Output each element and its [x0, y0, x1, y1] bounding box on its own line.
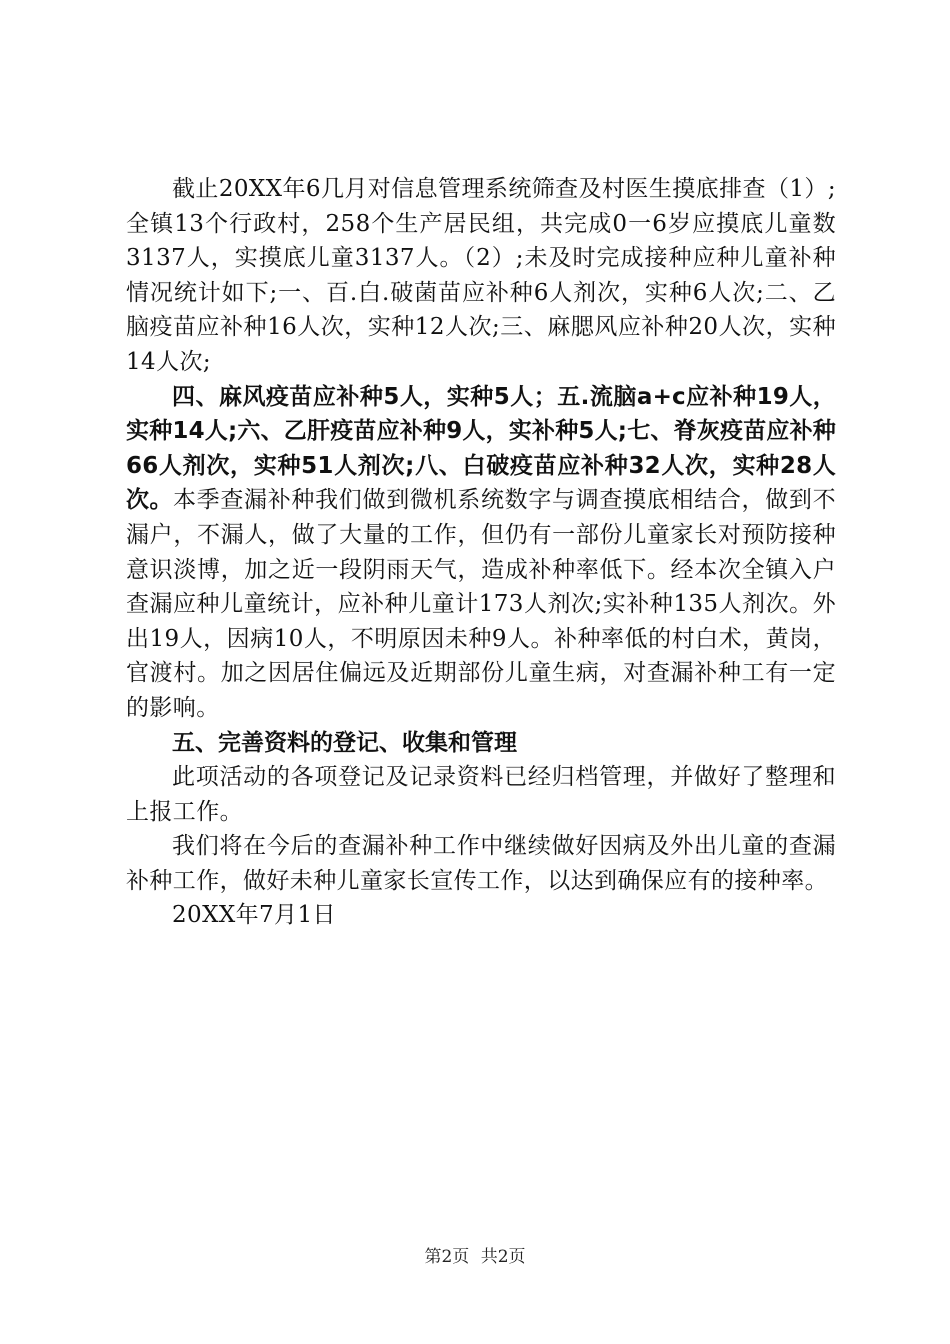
bold-vaccine-stats: 四、麻风疫苗应补种5人，实种5人；五.流脑a+c应补种19人，实种14人;六、乙肝疫苗应补种9人，实补种5人;七、脊灰疫苗应补种66人剂次，实种51人剂次;八、白破疫苗应补种32人次，实种28人次。	[126, 383, 837, 514]
paragraph-future-work: 我们将在今后的查漏补种工作中继续做好因病及外出儿童的查漏补种工作，做好未种儿童家长宣传工作，以达到确保应有的接种率。	[126, 833, 836, 894]
remedial-summary-text: 本季查漏补种我们做到微机系统数字与调查摸底相结合，做到不漏户，不漏人，做了大量的工作，但仍有一部份儿童家长对预防接种意识淡博，加之近一段阴雨天气，造成补种率低下。经本次全镇入户查漏应种儿童统计，应补种儿童计173人剂次;实补种135人剂次。外出19人，因病10人，不明原因未种9人。补种率低的村白术，黄岗，官渡村。加之因居住偏远及近期部份儿童生病，对查漏补种工有一定的影响。	[126, 487, 836, 721]
paragraph-records: 此项活动的各项登记及记录资料已经归档管理，并做好了整理和上报工作。	[126, 764, 836, 825]
paragraph-screening-stats: 截止20XX年6几月对信息管理系统筛查及村医生摸底排查（1）;全镇13个行政村，258个生产居民组，共完成0一6岁应摸底儿童数3137人，实摸底儿童3137人。（2）;未及时完成接种应种儿童补种情况统计如下;一、百.白.破菌苗应补种6人剂次，实种6人次;二、乙脑疫苗应补种16人次，实种12人次;三、麻腮风应补种20人次，实种14人次;	[126, 176, 836, 375]
page-footer	[0, 1242, 950, 1267]
page-total: 共2页	[480, 1247, 526, 1267]
page-number: 第2页	[424, 1247, 470, 1267]
document-date: 20XX年7月1日	[172, 902, 336, 929]
paragraph-remedial-summary	[126, 380, 836, 726]
document-body	[126, 172, 836, 933]
section-heading: 五、完善资料的登记、收集和管理	[172, 729, 517, 756]
